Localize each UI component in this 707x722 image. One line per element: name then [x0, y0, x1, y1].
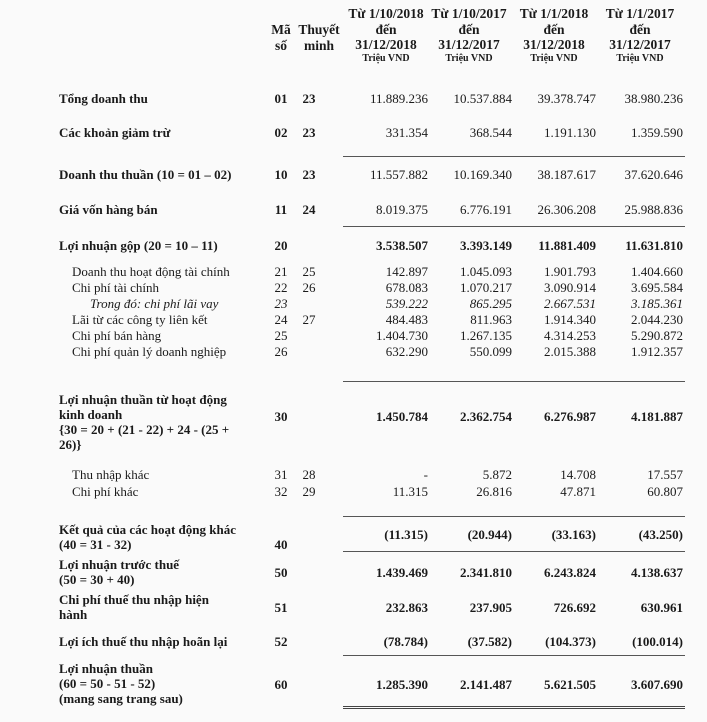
value-col-4: 3.607.690 [631, 677, 683, 692]
value-col-2: 2.141.487 [460, 677, 512, 692]
subtotal-rule [343, 381, 685, 382]
row-label: Lãi từ các công ty liên kết [72, 312, 208, 327]
value-col-2: 1.045.093 [460, 264, 512, 279]
value-col-2: 6.776.191 [460, 202, 512, 217]
row-code: 21 [274, 264, 288, 279]
value-col-2: 550.099 [469, 344, 512, 359]
row-code: 24 [274, 312, 288, 327]
note-label-line2: minh [303, 37, 334, 53]
row-note: 27 [302, 312, 316, 327]
label-line: kinh doanh [59, 407, 123, 422]
value-col-1: 632.290 [385, 344, 428, 359]
value-col-4: 11.631.810 [625, 238, 683, 253]
value-col-2: 811.963 [470, 312, 512, 327]
value-col-1: 8.019.375 [376, 202, 428, 217]
header-col-3 [510, 6, 598, 65]
value-col-1: 11.889.236 [369, 91, 428, 106]
row-code: 10 [274, 167, 288, 182]
row-label: Doanh thu thuần (10 = 01 – 02) [59, 167, 232, 182]
row-code: 32 [274, 484, 288, 499]
value-col-2: (37.582) [467, 634, 512, 649]
row-note: 23 [302, 91, 316, 106]
value-col-1: 1.285.390 [376, 677, 428, 692]
value-col-2: 2.341.810 [460, 565, 512, 580]
label-line: (60 = 50 - 51 - 52) [59, 676, 156, 691]
value-col-3: 5.621.505 [544, 677, 596, 692]
value-col-3: 38.187.617 [537, 167, 596, 182]
row-code: 26 [274, 344, 288, 359]
row-label [59, 392, 229, 452]
label-line: 26)} [59, 437, 82, 452]
value-col-1: 484.483 [385, 312, 428, 327]
value-col-2: 3.393.149 [460, 238, 512, 253]
row-label: Các khoản giảm trừ [59, 125, 171, 140]
col-3-unit: Triệu VND [530, 52, 578, 64]
value-col-4: 2.044.230 [631, 312, 683, 327]
col-1-unit: Triệu VND [362, 52, 410, 64]
value-col-4: 25.988.836 [624, 202, 683, 217]
value-col-3: (33.163) [551, 527, 596, 542]
value-col-3: 1.191.130 [544, 125, 596, 140]
value-col-4: 3.695.584 [631, 280, 683, 295]
label-line: Chi phí thuế thu nhập hiện [59, 592, 209, 607]
row-label: Tổng doanh thu [59, 91, 148, 106]
row-label: Lợi nhuận gộp (20 = 10 – 11) [59, 238, 218, 253]
value-col-4: 5.290.872 [631, 328, 683, 343]
row-note: 23 [302, 167, 316, 182]
value-col-4: 1.404.660 [631, 264, 683, 279]
value-col-3: 2.015.388 [544, 344, 596, 359]
value-col-2: 1.070.217 [460, 280, 512, 295]
row-code: 60 [274, 677, 288, 692]
col-4-to-word: đến [629, 21, 651, 37]
col-4-from: Từ 1/1/2017 [605, 6, 675, 21]
value-col-2: 368.544 [469, 125, 512, 140]
row-label: Thu nhập khác [72, 467, 150, 482]
col-2-to: 31/12/2017 [438, 37, 500, 52]
col-2-to-word: đến [458, 21, 480, 37]
value-col-4: 3.185.361 [631, 296, 683, 311]
label-line: {30 = 20 + (21 - 22) + 24 - (25 + [59, 422, 230, 437]
col-2-unit: Triệu VND [445, 52, 493, 64]
col-2-from: Từ 1/10/2017 [431, 6, 507, 21]
row-label: Chi phí quản lý doanh nghiệp [72, 344, 227, 359]
row-code: 23 [274, 296, 288, 311]
row-code: 30 [274, 409, 288, 424]
value-col-3: 726.692 [553, 600, 596, 615]
col-1-to: 31/12/2018 [355, 37, 417, 52]
value-col-3: 2.667.531 [544, 296, 596, 311]
value-col-4: 1.912.357 [631, 344, 683, 359]
label-line: Lợi nhuận trước thuế [59, 557, 180, 572]
col-3-to-word: đến [543, 21, 565, 37]
value-col-3: (104.373) [545, 634, 596, 649]
row-label [59, 592, 209, 622]
value-col-2: 10.537.884 [453, 91, 512, 106]
row-note: 25 [302, 264, 316, 279]
subtotal-rule [343, 551, 685, 552]
row-label [59, 557, 179, 587]
row-code: 25 [274, 328, 288, 343]
label-line: (40 = 31 - 32) [59, 537, 132, 552]
col-3-to: 31/12/2018 [523, 37, 585, 52]
label-line: Lợi nhuận thuần [59, 661, 153, 676]
value-col-2: 865.295 [469, 296, 512, 311]
value-col-4: 4.138.637 [631, 565, 683, 580]
total-double-rule [343, 706, 685, 709]
row-note: 24 [302, 202, 316, 217]
value-col-1: (78.784) [383, 634, 428, 649]
row-code: 02 [274, 125, 288, 140]
value-col-1: 678.083 [385, 280, 428, 295]
value-col-4: 630.961 [640, 600, 683, 615]
header-col-1 [340, 6, 432, 65]
value-col-3: 26.306.208 [537, 202, 596, 217]
value-col-2: 5.872 [482, 467, 512, 482]
row-label [59, 661, 183, 706]
value-col-3: 14.708 [560, 467, 596, 482]
row-note: 26 [302, 280, 316, 295]
value-col-1: 3.538.507 [376, 238, 428, 253]
value-col-4: 37.620.646 [624, 167, 683, 182]
row-code: 01 [274, 91, 288, 106]
row-label: Trong đó: chi phí lãi vay [90, 296, 219, 311]
value-col-3: 1.901.793 [544, 264, 596, 279]
label-line: Kết quả của các hoạt động khác [59, 522, 236, 537]
col-3-from: Từ 1/1/2018 [519, 6, 589, 21]
subtotal-rule [343, 156, 685, 157]
row-label: Chi phí khác [72, 484, 139, 499]
value-col-3: 6.276.987 [544, 409, 596, 424]
row-note: 23 [302, 125, 316, 140]
value-col-2: (20.944) [467, 527, 512, 542]
value-col-1: 1.439.469 [376, 565, 428, 580]
subtotal-rule [343, 655, 685, 656]
value-col-1: 539.222 [385, 296, 428, 311]
value-col-4: 38.980.236 [624, 91, 683, 106]
value-col-3: 47.871 [560, 484, 596, 499]
row-note: 29 [302, 484, 316, 499]
row-code: 40 [274, 537, 288, 552]
value-col-4: 60.807 [647, 484, 683, 499]
value-col-4: (43.250) [638, 527, 683, 542]
header-col-4 [596, 6, 684, 65]
row-label [59, 522, 236, 552]
label-line: (mang sang trang sau) [59, 691, 183, 706]
row-label: Lợi ích thuế thu nhập hoãn lại [59, 634, 228, 649]
value-col-4: 4.181.887 [631, 409, 683, 424]
value-col-3: 11.881.409 [538, 238, 596, 253]
value-col-1: 331.354 [385, 125, 428, 140]
value-col-2: 1.267.135 [460, 328, 512, 343]
value-col-2: 10.169.340 [453, 167, 512, 182]
label-line: Lợi nhuận thuần từ hoạt động [59, 392, 227, 407]
value-col-2: 2.362.754 [460, 409, 512, 424]
value-col-1: 11.315 [392, 484, 428, 499]
value-col-3: 4.314.253 [544, 328, 596, 343]
subtotal-rule [343, 226, 685, 227]
row-code: 20 [274, 238, 288, 253]
row-code: 22 [274, 280, 288, 295]
value-col-1: - [423, 467, 428, 482]
code-label-line2: số [274, 37, 287, 53]
value-col-3: 39.378.747 [537, 91, 596, 106]
value-col-4: 17.557 [647, 467, 683, 482]
row-code: 11 [274, 202, 288, 217]
row-code: 31 [274, 467, 288, 482]
row-label: Giá vốn hàng bán [59, 202, 158, 217]
col-4-unit: Triệu VND [616, 52, 664, 64]
value-col-3: 3.090.914 [544, 280, 596, 295]
header-col-2 [424, 6, 514, 65]
col-1-from: Từ 1/10/2018 [348, 6, 424, 21]
subtotal-rule [343, 516, 685, 517]
row-label: Chi phí bán hàng [72, 328, 162, 343]
row-code: 52 [274, 634, 288, 649]
row-label: Doanh thu hoạt động tài chính [72, 264, 230, 279]
value-col-1: 232.863 [385, 600, 428, 615]
value-col-3: 1.914.340 [544, 312, 596, 327]
value-col-1: (11.315) [384, 527, 428, 542]
note-label-line1: Thuyết [298, 22, 340, 37]
value-col-3: 6.243.824 [544, 565, 596, 580]
col-4-to: 31/12/2017 [609, 37, 671, 52]
value-col-1: 11.557.882 [369, 167, 428, 182]
value-col-1: 1.404.730 [376, 328, 428, 343]
value-col-2: 26.816 [476, 484, 512, 499]
label-line: (50 = 30 + 40) [59, 572, 135, 587]
row-code: 50 [274, 565, 288, 580]
col-1-to-word: đến [375, 21, 397, 37]
label-line: hành [59, 607, 88, 622]
value-col-2: 237.905 [469, 600, 512, 615]
value-col-4: (100.014) [632, 634, 683, 649]
row-label: Chi phí tài chính [72, 280, 160, 295]
code-label-line1: Mã [271, 22, 291, 37]
row-code: 51 [274, 600, 288, 615]
value-col-1: 142.897 [385, 264, 428, 279]
value-col-4: 1.359.590 [631, 125, 683, 140]
row-note: 28 [302, 467, 316, 482]
value-col-1: 1.450.784 [376, 409, 428, 424]
